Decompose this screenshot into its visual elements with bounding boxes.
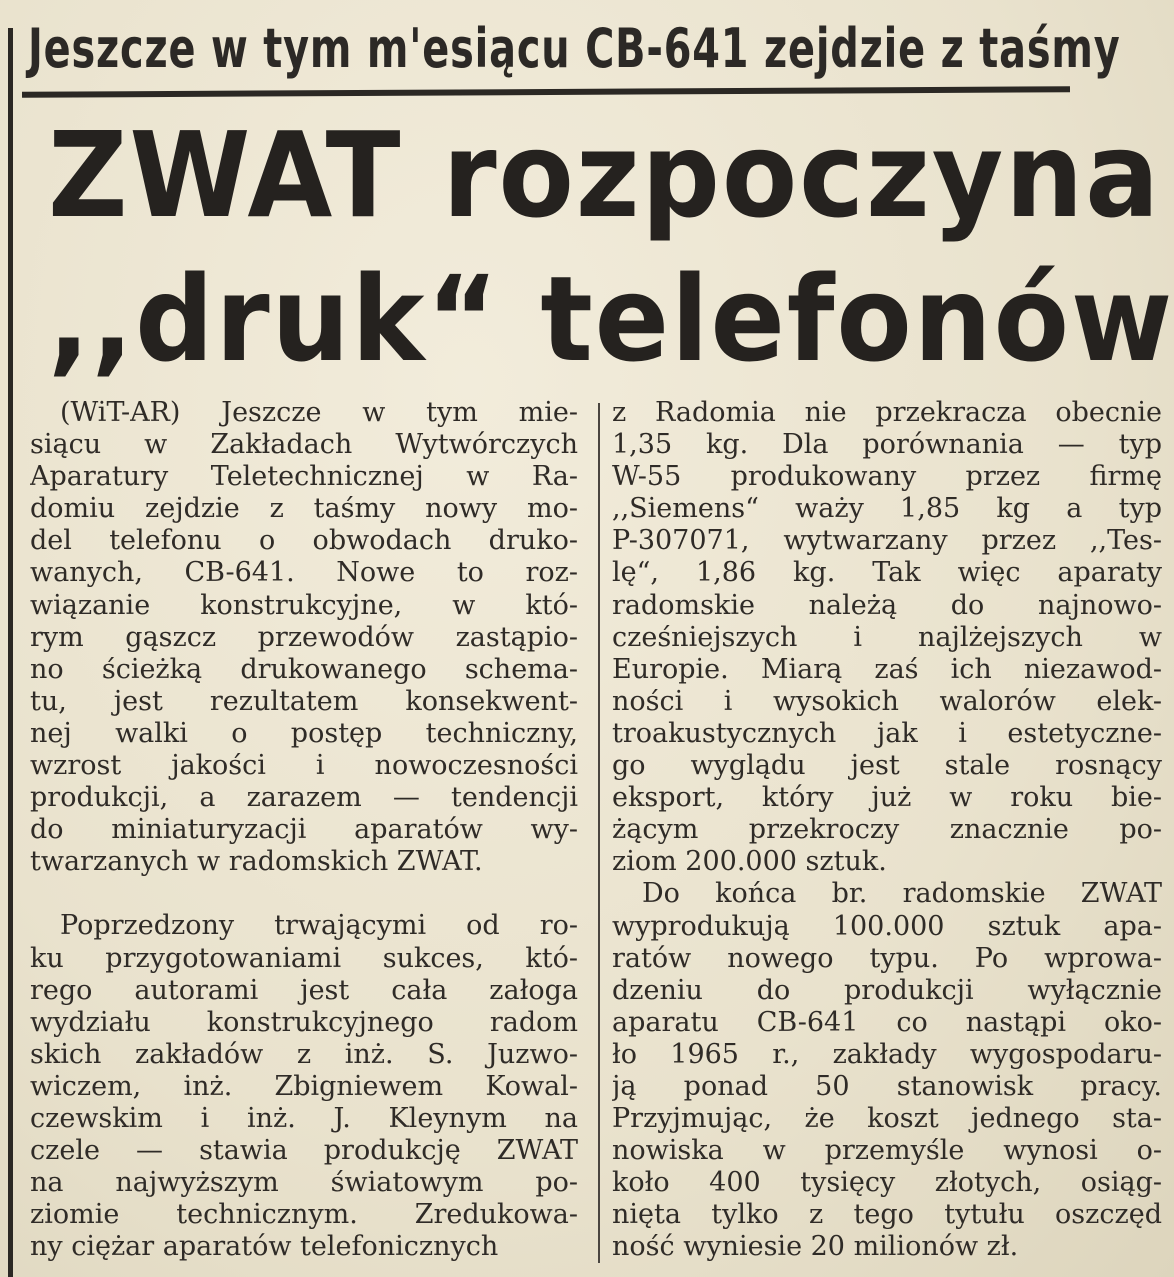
kicker-underline-rule — [22, 86, 1070, 97]
text-line: twarzanych w radomskich ZWAT. — [30, 846, 483, 878]
text-line: Europie. Miarą zaś ich niezawod- — [612, 653, 1162, 685]
text-line: koło 400 tysięcy złotych, osiąg- — [612, 1167, 1162, 1199]
text-line: P-307071, wytwarzany przez ,,Tes- — [612, 525, 1162, 557]
text-line: Poprzedzony trwającymi od ro- — [60, 910, 578, 942]
text-line: ziomie technicznym. Zredukowa- — [30, 1199, 578, 1231]
paragraph-gap — [30, 878, 578, 910]
text-line: ło 1965 r., zakłady wygospodaru- — [612, 1038, 1162, 1070]
text-line: nowiska w przemyśle wynosi o- — [612, 1135, 1162, 1167]
text-line: ność wyniesie 20 milionów zł. — [612, 1231, 1019, 1263]
column-2-paragraph-2 — [612, 878, 1162, 1263]
text-line: aparatu CB-641 co nastąpi oko- — [612, 1006, 1162, 1038]
text-line: eksport, który już w roku bie- — [612, 782, 1162, 814]
text-line: nej walki o postęp techniczny, — [30, 717, 578, 749]
text-line: z Radomia nie przekracza obecnie — [612, 397, 1162, 428]
text-line: produkcji, a zarazem — tendencji — [30, 782, 578, 814]
text-line: żącym przekroczy znacznie po- — [612, 814, 1162, 846]
text-line: Do końca br. radomskie ZWAT — [642, 878, 1162, 910]
text-line: skich zakładów z inż. S. Juzwo- — [30, 1038, 578, 1070]
text-line: wzrost jakości i nowoczesności — [30, 750, 578, 782]
main-headline-line-1: ZWAT rozpoczyna — [48, 106, 1162, 244]
text-line: troakustycznych jak i estetyczne- — [612, 717, 1162, 749]
text-line: radomskie należą do najnowo- — [612, 589, 1162, 621]
text-line: dzeniu do produkcji wyłącznie — [612, 974, 1162, 1006]
text-line: ją ponad 50 stanowisk pracy. — [612, 1070, 1162, 1102]
text-line: wiczem, inż. Zbigniewem Kowal- — [30, 1070, 578, 1102]
text-line: domiu zejdzie z taśmy nowy mo- — [30, 493, 578, 525]
text-line: ku przygotowaniami sukces, któ- — [30, 942, 578, 974]
text-line: del telefonu o obwodach druko- — [30, 525, 578, 557]
text-line: ziom 200.000 sztuk. — [612, 846, 887, 878]
text-line: Przyjmując, że koszt jednego sta- — [612, 1103, 1162, 1135]
text-line: wydziału konstrukcyjnego radom — [30, 1006, 578, 1038]
main-headline-line-2: ,,druk“ telefonów — [48, 250, 1174, 388]
column-divider-rule — [598, 403, 600, 1263]
text-line: tu, jest rezultatem konsekwent- — [30, 685, 578, 717]
text-line: ny ciężar aparatów telefonicznych — [30, 1231, 499, 1263]
text-line: no ścieżką drukowanego schema- — [30, 653, 578, 685]
text-line: siącu w Zakładach Wytwórczych — [30, 429, 578, 461]
text-line: ,,Siemens“ waży 1,85 kg a typ — [612, 493, 1162, 525]
text-line: wanych, CB-641. Nowe to roz- — [30, 557, 578, 589]
text-line: ności i wysokich walorów elek- — [612, 685, 1162, 717]
column-1-paragraph-2 — [30, 910, 578, 1263]
text-line: wiązanie konstrukcyjne, w któ- — [30, 589, 578, 621]
column-2-paragraph-1 — [612, 397, 1162, 878]
article-column-2 — [612, 397, 1162, 1264]
text-line: lę“, 1,86 kg. Tak więc aparaty — [612, 557, 1162, 589]
text-line: do miniaturyzacji aparatów wy- — [30, 814, 578, 846]
text-line: rego autorami jest cała załoga — [30, 974, 578, 1006]
text-line: na najwyższym światowym po- — [30, 1167, 578, 1199]
text-line: (WiT-AR) Jeszcze w tym mie- — [60, 397, 578, 428]
text-line: cześniejszych i najlżejszych w — [612, 621, 1162, 653]
text-line: 1,35 kg. Dla porównania — typ — [612, 429, 1162, 461]
text-line: go wyglądu jest stale rosnący — [612, 750, 1162, 782]
text-line: wyprodukują 100.000 sztuk apa- — [612, 910, 1162, 942]
text-line: W-55 produkowany przez firmę — [612, 461, 1162, 493]
text-line: czele — stawia produkcję ZWAT — [30, 1135, 578, 1167]
text-line: Aparatury Teletechnicznej w Ra- — [30, 461, 578, 493]
text-line: ratów nowego typu. Po wprowa- — [612, 942, 1162, 974]
column-1-paragraph-1 — [30, 397, 578, 878]
text-line: rym gąszcz przewodów zastąpio- — [30, 621, 578, 653]
left-border-rule — [8, 28, 13, 1277]
article-column-1 — [30, 397, 578, 1263]
text-line: nięta tylko z tego tytułu oszczęd — [612, 1199, 1162, 1231]
text-line: czewskim i inż. J. Kleynym na — [30, 1102, 578, 1134]
kicker-headline: Jeszcze w tym m'esiącu CB-641 zejdzie z taśmy — [28, 17, 1121, 80]
